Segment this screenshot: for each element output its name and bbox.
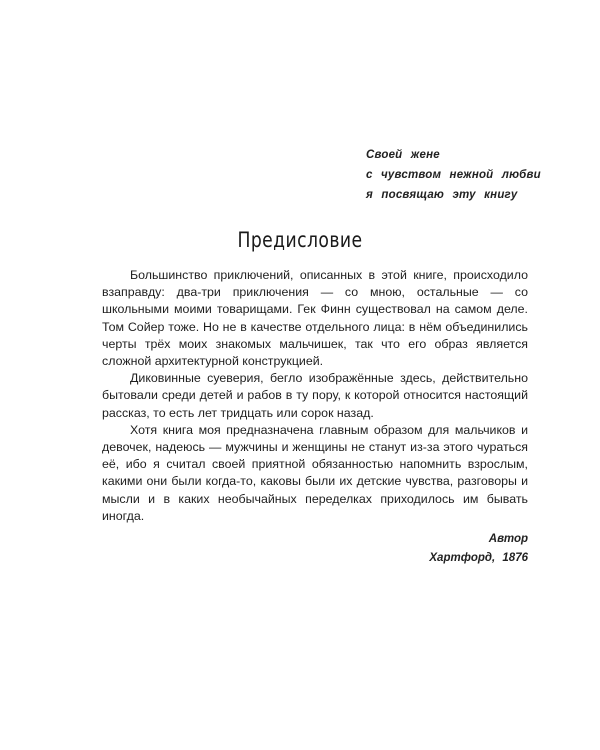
paragraph-2: Диковинные суеверия, бегло изображённые здесь, действительно бытовали среди детей и рабов в ту пору, к которой относится настоящий рассказ, то есть лет тридцать или сорок назад. bbox=[102, 371, 528, 420]
paragraph-3: Хотя книга моя предназначена главным образом для мальчиков и девочек, надеюсь — мужчины и женщины не станут из-за этого чураться её, ибо я считал своей приятной обязанностью напомнить взрослым, какими они были когда-то, каковы были их детские чувства, разговоры и мысли и в каких необычайных переделках приходилось им бывать иногда. bbox=[102, 422, 528, 523]
preface-body bbox=[102, 267, 528, 525]
paragraph-1: Большинство приключений, описанных в этой книге, происходило взаправду: два-три приключения — со мною, остальные — со школьными моими товарищами. Гек Финн существовал на самом деле. Том Сойер тоже. Но не в качестве отдельного лица: в нём объединились черты трёх моих знакомых мальчишек, так что его образ является сложной архитектурной конструкцией. bbox=[102, 268, 528, 369]
signature-place-date: Хартфорд, 1876 bbox=[429, 552, 528, 564]
signature bbox=[429, 530, 528, 568]
dedication-line-2: с чувством нежной любви bbox=[366, 169, 541, 181]
dedication-line-3: я посвящаю эту книгу bbox=[366, 189, 518, 201]
dedication bbox=[366, 145, 556, 205]
page-title: Предисловие bbox=[237, 228, 363, 252]
dedication-line-1: Своей жене bbox=[366, 149, 440, 161]
signature-author: Автор bbox=[488, 533, 528, 545]
